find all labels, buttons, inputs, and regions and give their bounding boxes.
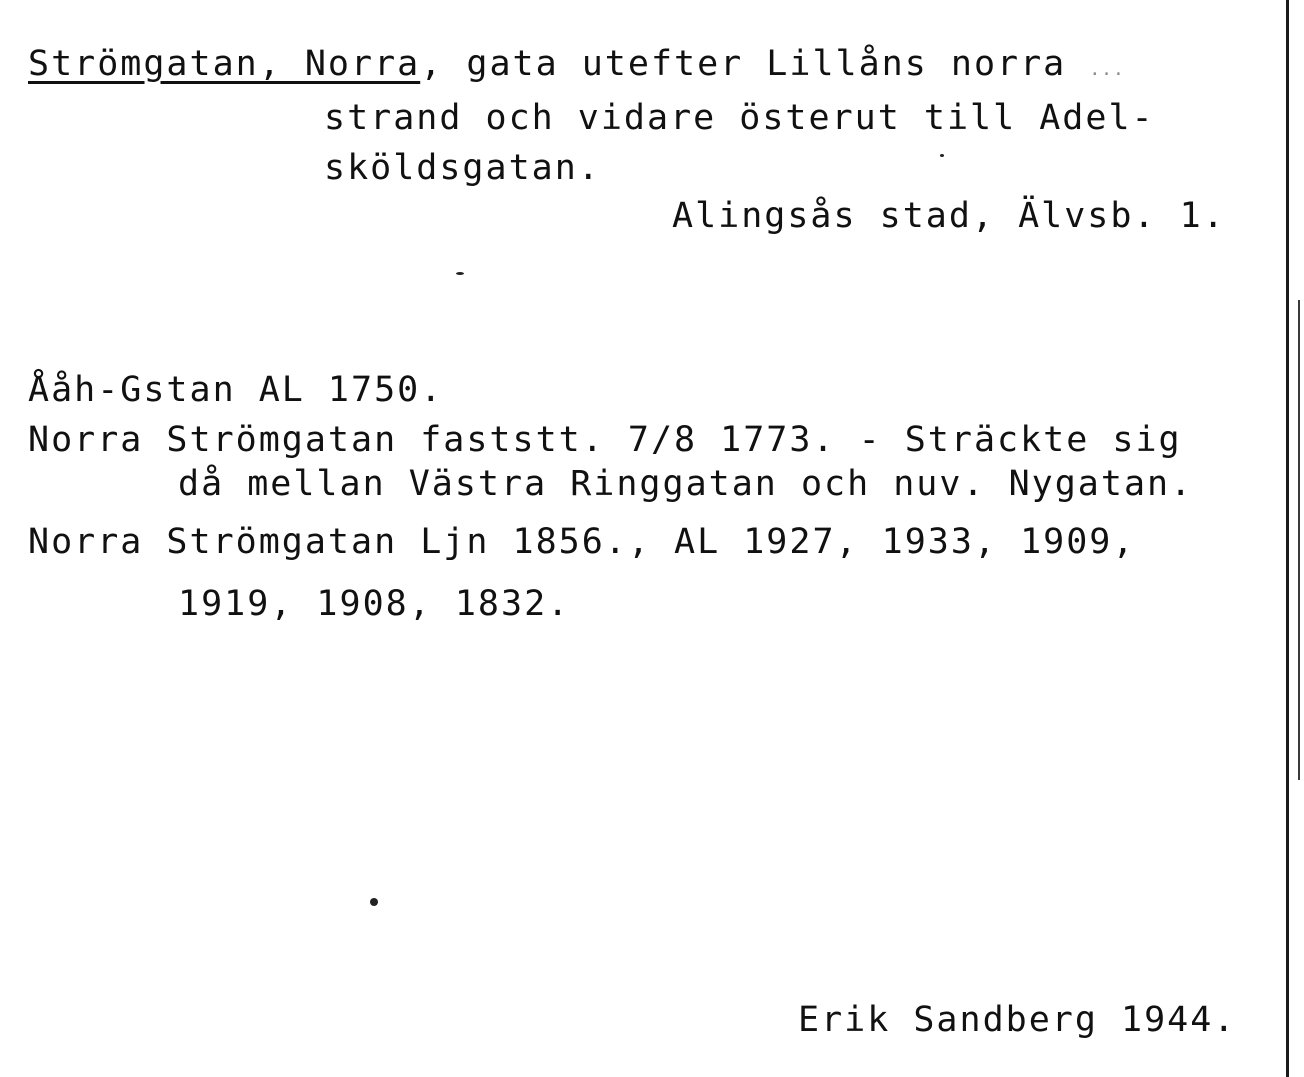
entry-description-line2: strand och vidare österut till Adel- bbox=[324, 98, 1155, 138]
ink-speck bbox=[456, 272, 464, 275]
note-sources-line1: Norra Strömgatan Ljn 1856., AL 1927, 1933, 1909, bbox=[28, 522, 1136, 562]
ink-speck bbox=[370, 898, 378, 906]
card-edge-shadow bbox=[1298, 300, 1300, 780]
entry-first-line bbox=[28, 44, 1125, 90]
card-edge-line bbox=[1286, 0, 1289, 1077]
entry-description-line3: sköldsgatan. bbox=[324, 148, 601, 188]
entry-faint-text: ... bbox=[1089, 59, 1125, 80]
entry-location: Alingsås stad, Älvsb. 1. bbox=[672, 196, 1226, 236]
note-faststallt-line2: då mellan Västra Ringgatan och nuv. Nygatan. bbox=[178, 464, 1194, 504]
ink-speck bbox=[940, 154, 944, 157]
entry-headword: Strömgatan, Norra bbox=[28, 44, 421, 84]
note-faststallt-line1: Norra Strömgatan faststt. 7/8 1773. - Sträckte sig bbox=[28, 420, 1182, 460]
note-sources-line2: 1919, 1908, 1832. bbox=[178, 584, 571, 624]
signature: Erik Sandberg 1944. bbox=[798, 1000, 1237, 1040]
entry-description-line1: , gata utefter Lillåns norra bbox=[420, 44, 1067, 84]
note-ah-gatan: Ååh-Gstan AL 1750. bbox=[28, 370, 444, 410]
